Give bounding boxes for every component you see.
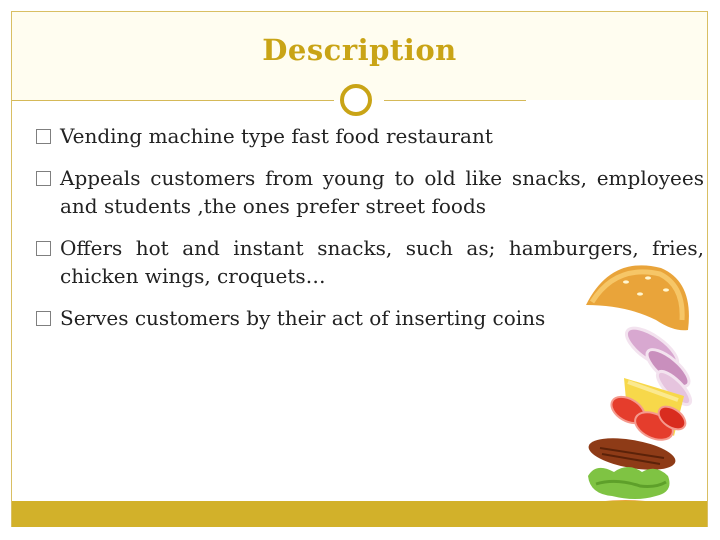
- bullet-item: [36, 122, 690, 150]
- bullet-text: Serves customers by their act of inserting coins: [60, 306, 546, 330]
- checkbox-bullet-icon: [36, 171, 51, 186]
- bullet-text: Appeals customers from young to old like snacks, employees and students ,the ones prefer street foods: [60, 166, 704, 218]
- bullet-text: Offers hot and instant snacks, such as; hamburgers, fries, chicken wings, croquets…: [60, 236, 704, 288]
- slide-title: Description: [262, 33, 457, 67]
- title-rule-left: [12, 100, 334, 101]
- bullet-text: Vending machine type fast food restaurant: [60, 124, 493, 148]
- checkbox-bullet-icon: [36, 311, 51, 326]
- bottom-bar: [12, 501, 707, 527]
- ring-icon: [340, 84, 372, 116]
- burger-illustration: [556, 250, 706, 532]
- checkbox-bullet-icon: [36, 241, 51, 256]
- bullet-item: [36, 164, 704, 220]
- title-rule-right: [384, 100, 526, 101]
- checkbox-bullet-icon: [36, 129, 51, 144]
